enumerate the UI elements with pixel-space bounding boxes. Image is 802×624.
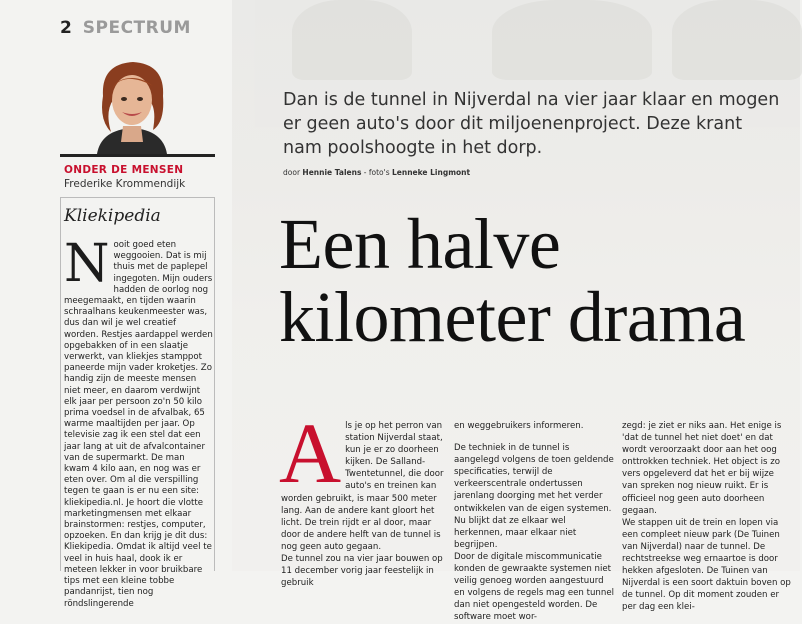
article-column-3 — [622, 420, 792, 614]
article-col3-para2: We stappen uit de trein en lopen via een compleet nieuw park (De Tuinen van Nijverdal) naar de tunnel. De rechtstreekse weg ernaartoe is door hekken afgesloten. De Tuinen van Nijverdal is een soort daktuin boven op de tunnel. Op dit moment zouden er per dag een klei- — [622, 517, 791, 613]
article-col3-para1: zegd: je ziet er niks aan. Het enige is 'dat de tunnel het niet doet' en dat wordt veroorzaakt door aan het oog onttrokken techniek. Het object is zo vers opgeleverd dat het er bij wijze van spreken nog nieuw ruikt. Er is officieel nog geen auto doorheen gegaan. — [622, 421, 782, 516]
article-byline — [283, 168, 470, 177]
column-author: Frederike Krommendijk — [64, 178, 186, 190]
article-col2-para3: Door de digitale miscommunicatie konden de gewraakte systemen niet veilig genoeg worden aangestuurd en volgens de regels mag een tunnel dan niet opengesteld worden. De software moet wor- — [454, 551, 614, 623]
page-header — [60, 18, 191, 38]
byline-mid: - foto's — [363, 168, 390, 177]
column-label: ONDER DE MENSEN — [64, 164, 184, 176]
column-body — [64, 234, 213, 610]
article-intro: Dan is de tunnel in Nijverdal na vier jaar klaar en mogen er geen auto's door dit miljoenenproject. Deze krant nam poolshoogte in het dorp. — [283, 90, 780, 158]
column-dropcap: N — [64, 234, 110, 294]
column-text: ooit goed eten weggooien. Dat is mij thuis met de paplepel ingegoten. Mijn ouders hadden de oorlog nog meegemaakt, en tijden waarin schraalhans keukenmeester was, dus dan wil je wel creatief worden. Restjes aardappel werden opgebakken of in een slaatje verwerkt, van kliekjes stamppot paneerde mijn vader kroketjes. Zo handig zijn de meeste mensen niet meer, en daarom verdwijnt elk jaar per persoon zo'n 50 kilo prima voedsel in de afvalbak, 65 warme maaltijden per jaar. Op televisie zag ik een stel dat een jaar lang at uit de afvalcontainer van de supermarkt. De man kwam 4 kilo aan, en nog was er eten over. Om al die verspilling tegen te gaan is er nu een site: kliekipedia.nl. Je hoort die vlotte marketingmensen met elkaar brainstormen: restjes, computer, opzoeken. En dan krijg je dit dus: Kliekipedia. Omdat ik altijd veel te veel in huis haal, dook ik er meteen lekker in voor bruikbare tips met een kleine tobbe pandanrijst, tien nog röndslingerende — [64, 240, 213, 609]
section-title: SPECTRUM — [82, 18, 191, 38]
column-rule — [60, 154, 215, 157]
page-number: 2 — [60, 18, 72, 38]
article-column-1 — [279, 405, 447, 589]
author-photo — [83, 56, 181, 154]
article-headline: Een halve kilometer drama — [279, 204, 746, 357]
article-col2-para1: en weggebruikers informeren. — [454, 421, 584, 431]
article-col2-para2: De techniek in de tunnel is aangelegd volgens de toen geldende specificaties, terwijl de verkeerscentrale ondertussen jarenlang doorging met het verder ontwikkelen van de eigen systemen. Nu blijkt dat ze elkaar wel herkennen, maar elkaar niet begrijpen. — [454, 443, 614, 550]
article-dropcap: A — [279, 405, 342, 501]
byline-prefix: door — [283, 168, 301, 177]
byline-photographer: Lenneke Lingmont — [392, 168, 471, 177]
article-col1-para2: De tunnel zou na vier jaar bouwen op 11 december vorig jaar feestelijk in gebruik — [281, 554, 443, 589]
byline-author: Hennie Talens — [302, 168, 362, 177]
column-title: Kliekipedia — [64, 206, 161, 226]
article-col1-text: ls je op het perron van station Nijverdal staat, kun je er zo doorheen kijken. De Salland-Twentetunnel, die door auto's en treinen kan worden gebruikt, is maar 500 meter lang. Aan de andere kant gloort het licht. De trein rijdt er al door, maar door de andere helft van de tunnel is nog geen auto gegaan. — [281, 421, 444, 552]
article-column-2 — [454, 420, 614, 624]
